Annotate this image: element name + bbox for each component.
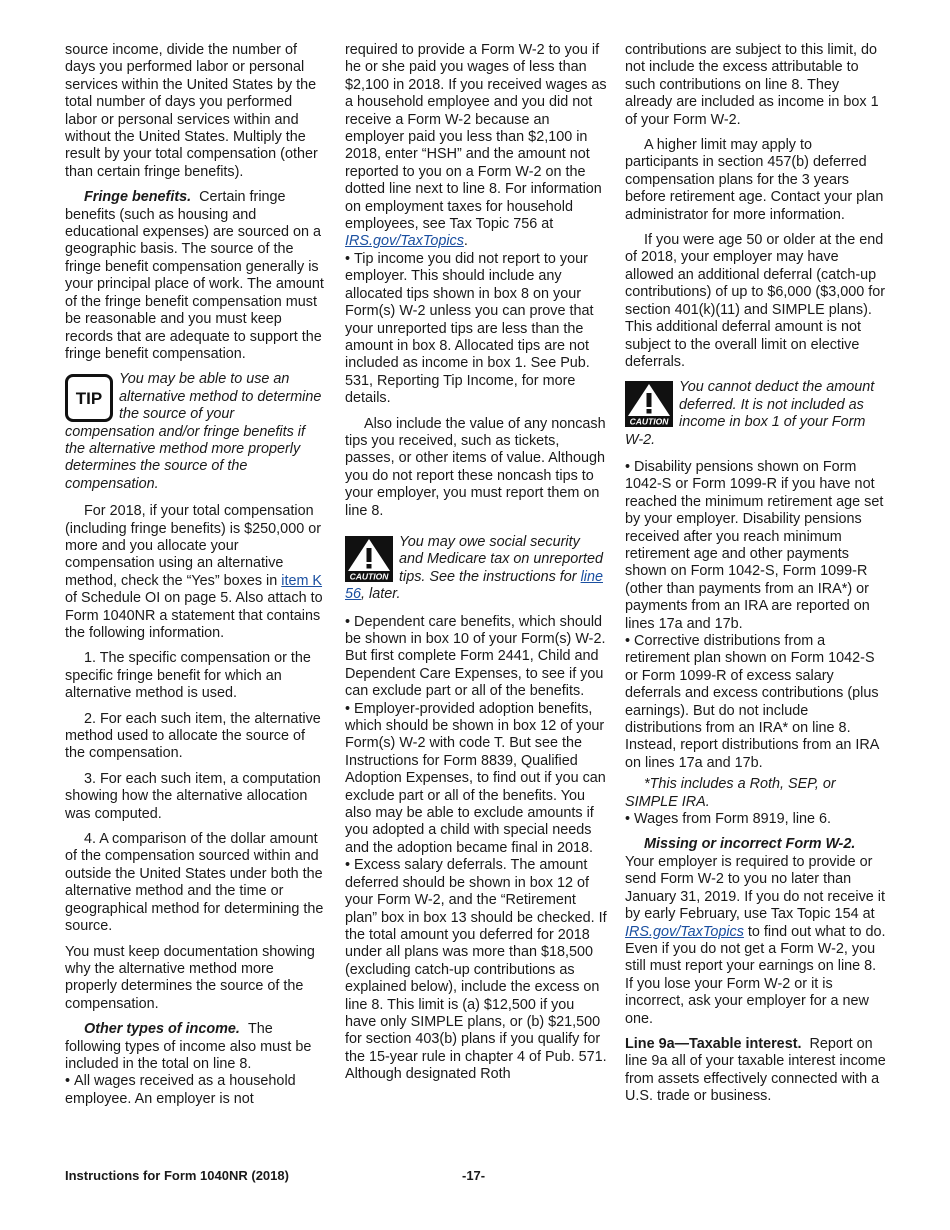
paragraph: source income, divide the number of days you performed labor or personal services within the United States by the total number of days you performed labor or personal services within and without the United States. Multiply the result by your total compensation (other than certain fringe benefits). [65,42,318,180]
list-item: 1. The specific compensation or the specific fringe benefit for which an alternative method is used. [65,650,311,702]
footnote: *This includes a Roth, SEP, or SIMPLE IRA. [625,776,836,810]
paragraph: A higher limit may apply to participants in section 457(b) deferred compensation plans for the 3 years before retirement age. Contact your plan administrator for more information. [625,137,884,223]
bullet-item: • Corrective distributions from a retirement plan shown on Form 1042-S or Form 1099-R of excess salary deferrals and excess contributions (plus earnings). But do not include distributions from an IRA* on line 8. Instead, report distributions from an IRA on lines 17a and 17b. [625,633,887,772]
caution-icon [345,536,393,582]
paragraph-text: The following types of income also must be included in the total on line 8. [65,1021,312,1072]
irs-taxtopics-link[interactable]: IRS.gov/TaxTopics [345,233,464,250]
page-number: -17- [462,1168,486,1183]
paragraph-text: . [463,233,468,250]
paragraph-text: For 2018, if your total compensation (including fringe benefits) is $250,000 or more and you allocate your compensation using an alternative method, check the “Yes” boxes in [65,503,321,589]
bullet-item: • Disability pensions shown on Form 1042-S or Form 1099-R if you have not reached the minimum retirement age set by your employer. Disability pensions received after you reach minimum retirement age and other payments shown on Form 1042-S, Form 1099-R (other than payments from an IRA*) or payments from an IRA are reported on lines 17a and 17b. [625,459,887,633]
paragraph-text: Report on line 9a all of your taxable interest income from assets effectively connected with a U.S. trade or business. [625,1035,886,1105]
run-in-heading: Fringe benefits. [84,189,192,206]
list-item: 4. A comparison of the dollar amount of the compensation sourced within and outside the United States under both the alternative method and the time or geographical method for determining the source. [65,831,324,935]
paragraph-text: of Schedule OI on page 5. Also attach to Form 1040NR a statement that contains the following information. [65,590,323,641]
tip-icon: TIP [65,374,113,422]
paragraph [625,836,887,1027]
caution-text: You cannot deduct the amount deferred. It is not included as income in box 1 of your Form W-2. [625,379,875,448]
paragraph: Also include the value of any noncash tips you received, such as tickets, passes, or other items of value. Although you do not report these noncash tips to your employer, you must report them on line 8. [345,415,606,519]
run-in-heading: Missing or incorrect Form W-2. [644,836,856,853]
irs-taxtopics-link[interactable]: IRS.gov/TaxTopics [625,923,744,940]
bullet-item: • All wages received as a household employee. An employer is not [65,1073,327,1108]
column-2 [345,42,607,1084]
bullet-item: • Excess salary deferrals. The amount deferred should be shown in box 12 of your Form W-2, and the “Retirement plan” box in box 13 should be checked. If the total amount you deferred for 2018 under all plans was more than $18,500 (excluding catch-up contributions as explained below), include the excess on line 8. This limit is (a) $12,500 if you have only SIMPLE plans, or (b) $21,500 for section 403(b) plans if you qualify for the 15-year rule in chapter 4 of Pub. 571. Although designated Roth [345,857,607,1083]
paragraph-text: required to provide a Form W-2 to you if he or she paid you wages of less than $2,100 in 2018. If you received wages as a household employee and you did not receive a Form W-2 because an employer paid you less than $2,100 in 2018, enter “HSH” and the amount not reported to you on a Form W-2 on the dotted line next to line 8. For information on employment taxes for household employees, see Tax Topic 756 at [345,42,607,233]
paragraph-text: to find out what to do. Even if you do not get a Form W-2, you still must report your earnings on line 8. If you lose your Form W-2 or it is incorrect, ask your employer for a new one. [625,923,886,1027]
paragraph: contributions are subject to this limit, do not include the excess attributable to such contributions on line 8. They already are included as income in box 1 of your Form W-2. [625,42,879,128]
section-heading: Line 9a—Taxable interest. [625,1035,802,1052]
paragraph [65,503,327,642]
footer-form-title: Instructions for Form 1040NR (2018) [65,1168,289,1183]
column-3 [625,42,887,1114]
caution-icon [625,381,673,427]
list-item: 2. For each such item, the alternative method used to allocate the source of the compensation. [65,710,321,762]
tip-note [65,371,327,493]
caution-label: CAUTION [349,571,389,582]
bullet-item: • Dependent care benefits, which should be shown in box 10 of your Form(s) W-2. But first complete Form 2441, Child and Dependent Care Expenses, to see if you can exclude part or all of the benefits. [345,614,607,701]
bullet-item: • Tip income you did not report to your employer. This should include any allocated tips shown in box 8 on your Form(s) W-2 unless you can prove that your unreported tips are less than the amount in box 8. Allocated tips are not included as income in box 1. See Pub. 531, Reporting Tip Income, for more details. [345,251,607,408]
item-k-link[interactable]: item K [281,572,323,589]
paragraph-text: Your employer is required to provide or send Form W-2 to you no later than January 31, 2019. If you do not receive it by early February, use Tax Topic 154 at [625,853,885,923]
paragraph-text: Certain fringe benefits (such as housing and educational expenses) are sourced on a geographic basis. The source of the fringe benefit compensation generally is your principal place of work. The amount of the fringe benefit compensation must be reasonable and you must keep records that are adequate to support the fringe benefit compensation. [65,189,324,362]
paragraph: If you were age 50 or older at the end of 2018, your employer may have allowed an additional deferral (catch-up contributions) of up to $6,000 ($3,000 for section 401(k)(11) and SIMPLE plans). This additional deferral amount is not subject to the overall limit on elective deferrals. [625,232,886,370]
run-in-heading: Other types of income. [84,1021,240,1038]
line-56-link[interactable]: line 56 [345,568,603,603]
bullet-item: • Employer-provided adoption benefits, which should be shown in box 12 of your Form(s) W-2 with code T. But see the Instructions for Form 8839, Qualified Adoption Expenses, to find out if you can exclude part or all of the benefits. You also may be able to exclude amounts if you adopted a child with special needs and the adoption became final in 2018. [345,701,607,858]
column-1 [65,42,327,1108]
paragraph [345,42,607,251]
caution-note [345,534,607,604]
paragraph: You must keep documentation showing why the alternative method more properly determines the source of the compensation. [65,943,315,1012]
bullet-item: • Wages from Form 8919, line 6. [625,811,887,828]
tip-text: You may be able to use an alternative method to determine the source of your compensation and/or fringe benefits if the alternative method more properly determines the source of the compensation. [65,371,322,492]
caution-text: You may owe social security and Medicare tax on unreported tips. See the instructions for [399,533,603,585]
paragraph [65,189,327,363]
caution-label: CAUTION [629,416,669,427]
caution-note [625,379,887,449]
caution-text: , later. [361,586,401,603]
paragraph [65,1021,327,1073]
list-item: 3. For each such item, a computation showing how the alternative allocation was computed. [65,770,321,822]
paragraph [625,1036,887,1106]
